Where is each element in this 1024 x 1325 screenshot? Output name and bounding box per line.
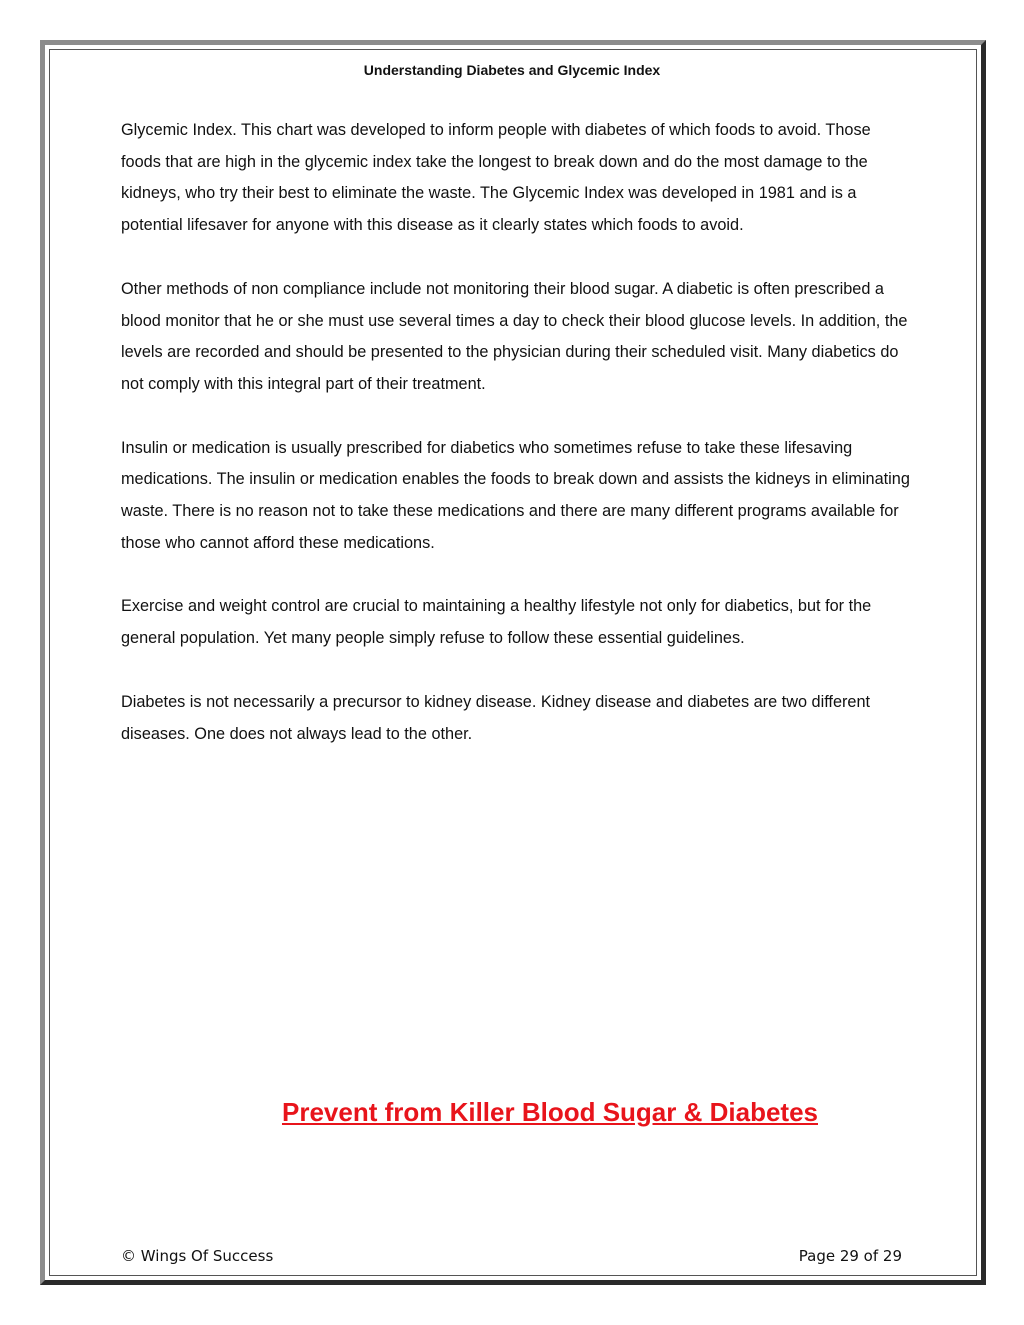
footer-copyright: © Wings Of Success bbox=[121, 1247, 274, 1265]
body-text bbox=[121, 115, 911, 782]
promo-link[interactable]: Prevent from Killer Blood Sugar & Diabetes bbox=[281, 1097, 818, 1127]
paragraph-exercise: Exercise and weight control are crucial to maintaining a healthy lifestyle not only for diabetics, but for the general population. Yet many people simply refuse to follow these essential guidelines. bbox=[121, 597, 872, 648]
paragraph-blood-monitoring: Other methods of non compliance include not monitoring their blood sugar. A diabetic is often prescribed a blood monitor that he or she must use several times a day to check their blood glucose levels. In addition, the levels are recorded and should be presented to the physician during their scheduled visit. Many diabetics do not comply with this integral part of their treatment. bbox=[121, 279, 908, 393]
paragraph-kidney-disease: Diabetes is not necessarily a precursor to kidney disease. Kidney disease and diabetes are two different diseases. One does not always lead to the other. bbox=[121, 692, 871, 743]
running-header: Understanding Diabetes and Glycemic Index bbox=[363, 62, 661, 78]
paragraph-medication: Insulin or medication is usually prescribed for diabetics who sometimes refuse to take these lifesaving medications. The insulin or medication enables the foods to break down and assists the kidneys in eliminating waste. There is no reason not to take these medications and there are many different programs available for those who cannot afford these medications. bbox=[121, 438, 910, 552]
footer-page-number: Page 29 of 29 bbox=[798, 1247, 902, 1265]
paragraph-glycemic-index: Glycemic Index. This chart was developed to inform people with diabetes of which foods to avoid. Those foods that are high in the glycemic index take the longest to break down and do the most damage to the kidneys, who try their best to eliminate the waste. The Glycemic Index was developed in 1981 and is a potential lifesaver for anyone with this disease as it clearly states which foods to avoid. bbox=[121, 121, 871, 235]
